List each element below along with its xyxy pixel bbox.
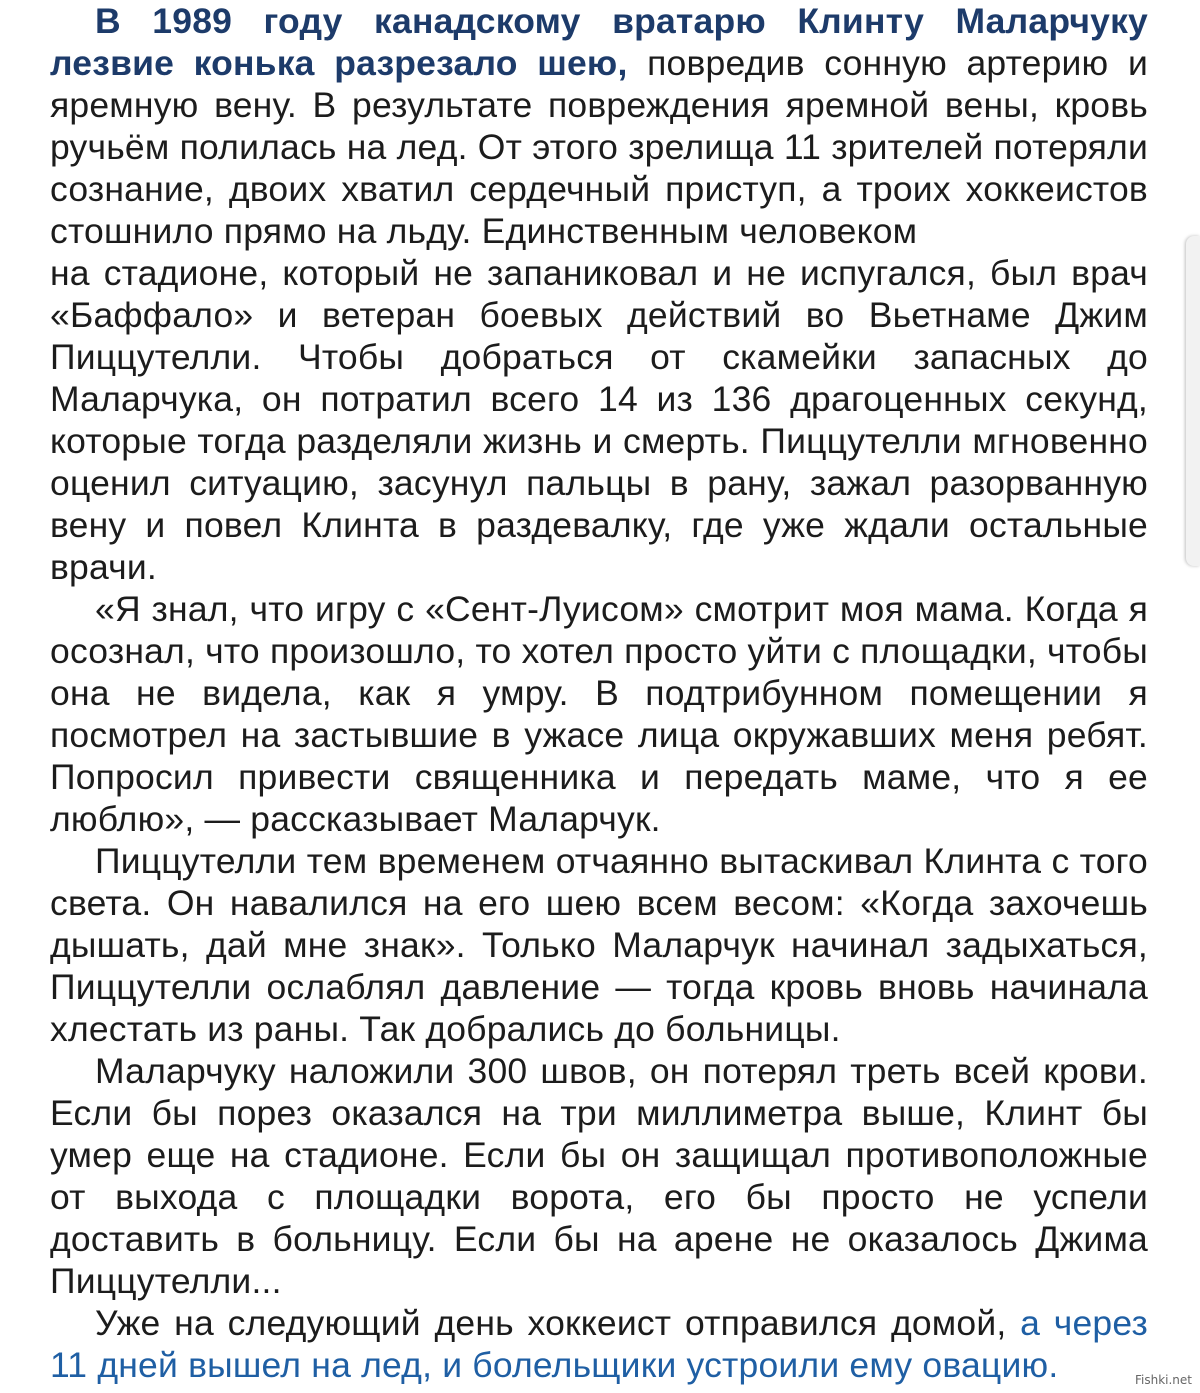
paragraph-3: Пиццутелли тем временем отчаянно вытаскивал Клинта с того света. Он навалился на его шею всем весом: «Когда захочешь дышать, дай мне знак». Только Маларчук начинал задыхаться, Пиццутелли ослаблял давление — тогда кровь вновь начинала хлестать из раны. Так добрались до больницы. — [50, 841, 1148, 1049]
paragraph-4: Маларчуку наложили 300 швов, он потерял треть всей крови. Если бы порез оказался на три миллиметра выше, Клинт бы умер еще на стадионе. Если бы он защищал противоположные от выхода с площадки ворота, его бы просто не успели доставить в больницу. Если бы на арене не оказалось Джима Пиццутелли... — [50, 1051, 1148, 1301]
paragraph-5-text: Уже на следующий день хоккеист отправился домой, — [95, 1303, 1007, 1343]
paragraph-1-text: повредив сонную артерию и яремную вену. В результате повреждения яремной вены, кровь ручьём полилась на лед. От этого зрелища 11 зрителей потеряли сознание, двоих хватил сердечный приступ, а троих хоккеистов стошнило прямо на льду. Единственным человеком — [50, 43, 1149, 251]
paragraph-1 — [50, 0, 1148, 252]
paragraph-5 — [50, 1302, 1148, 1386]
paragraph-1-continued: на стадионе, который не запаниковал и не испугался, был врач «Баффало» и ветеран боевых действий во Вьетнаме Джим Пиццутелли. Чтобы добраться от скамейки запасных до Маларчука, он потратил всего 14 из 136 драгоценных секунд, которые тогда разделяли жизнь и смерть. Пиццутелли мгновенно оценил ситуацию, засунул пальцы в рану, зажал разорванную вену и повел Клинта в раздевалку, где уже ждали остальные врачи. — [50, 253, 1148, 587]
scrollbar-handle[interactable] — [1186, 236, 1200, 566]
watermark: Fishki.net — [1134, 1373, 1192, 1387]
lead-headline: В 1989 году канадскому вратарю Клинту Маларчуку лезвие конька разрезало шею, — [50, 1, 1148, 83]
paragraph-5-highlight: а через 11 дней вышел на лед, и болельщики устроили ему овацию. — [50, 1303, 1148, 1385]
paragraph-2-quote: «Я знал, что игру с «Сент-Луисом» смотрит моя мама. Когда я осознал, что произошло, то хотел просто уйти с площадки, чтобы она не видела, как я умру. В подтрибунном помещении я посмотрел на застывшие в ужасе лица окружавших меня ребят. Попросил привести священника и передать маме, что я ее люблю», — рассказывает Маларчук. — [50, 589, 1148, 839]
article-body — [50, 0, 1148, 1386]
